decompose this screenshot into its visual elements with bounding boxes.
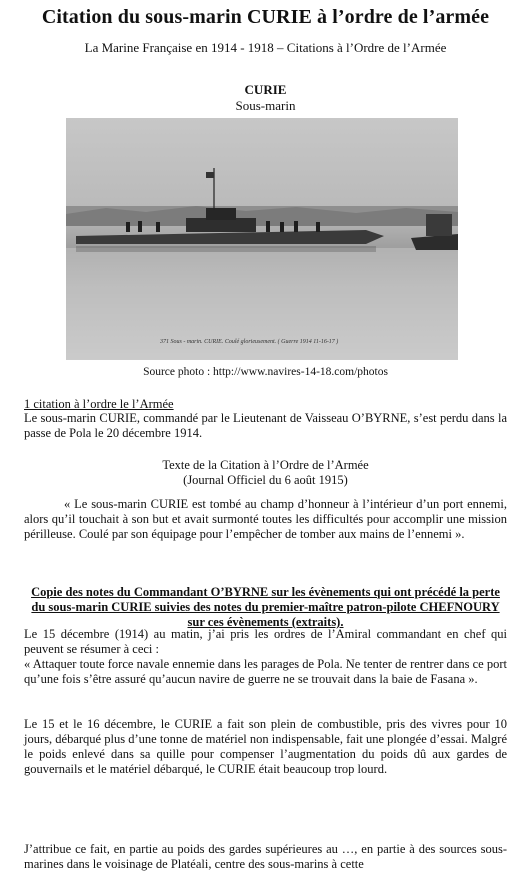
notes-heading: Copie des notes du Commandant O’BYRNE sur les évènements qui ont précédé la perte du sous-marin CURIE suivies des notes du premier-maître patron-pilote CHEFNOURY sur ces évènements (extraits). — [31, 585, 500, 629]
notes-paragraph-3: J’attribue ce fait, en partie au poids des gardes supérieures au …, en partie à des sources sous-marines dans le voisinage de Platéali, centre des sous-marins à cette — [24, 842, 507, 871]
ship-type: Sous-marin — [235, 98, 296, 113]
photo-source: Source photo : http://www.navires-14-18.com/photos — [143, 366, 388, 378]
intro-paragraph: Le sous-marin CURIE, commandé par le Lieutenant de Vaisseau O’BYRNE, s’est perdu dans la passe de Pola le 20 décembre 1914. — [24, 411, 507, 440]
citation-title-line1: Texte de la Citation à l’Ordre de l’Armée — [162, 458, 369, 472]
notes-paragraph-1a: Le 15 décembre (1914) au matin, j’ai pris les ordres de l’Amiral commandant en chef qui peuvent se résumer à ceci : — [24, 627, 507, 656]
citation-title-line2: (Journal Officiel du 6 août 1915) — [183, 473, 348, 487]
notes-paragraph-1b: « Attaquer toute force navale ennemie dans les parages de Pola. Ne tenter de rentrer dans ce port qu’une fois s’être assuré qu’aucun navire de guerre ne se trouvait dans la baie de Fasana ». — [24, 657, 507, 686]
photo-caption: 371 Sous - marin. CURIE. Coulé glorieusement. ( Guerre 1914 11-16-17 ) — [160, 339, 339, 345]
submarine-photo — [66, 118, 458, 360]
ship-name: CURIE — [244, 82, 287, 97]
submarine-photo-illustration — [66, 118, 458, 360]
notes-paragraph-2: Le 15 et le 16 décembre, le CURIE a fait son plein de combustible, pris des vivres pour 10 jours, débarqué plus d’une tonne de matériel non indispensable, fait une plongée d’essai. Malgré le poids enlevé dans sa quille pour compenser l’augmentation du poids dû aux gardes de gouvernails et le matériel débarqué, le CURIE était beaucoup trop lourd. — [24, 717, 507, 776]
citation-title — [0, 458, 531, 488]
citation-quote: « Le sous-marin CURIE est tombé au champ d’honneur à l’intérieur d’un port ennemi, alors qu’il touchait à son but et avait surmonté toutes les difficultés pour accomplir une mission périlleuse. Coulé par son équipage pour l’empêcher de tomber aux mains de l’ennemi ». — [24, 497, 507, 541]
notes-paragraph-1 — [24, 627, 507, 687]
page-title: Citation du sous-marin CURIE à l’ordre de l’armée — [41, 6, 490, 28]
page-subtitle: La Marine Française en 1914 - 1918 – Citations à l’Ordre de l’Armée — [84, 40, 447, 55]
citation-count: 1 citation à l’ordre le l’Armée — [24, 397, 174, 411]
